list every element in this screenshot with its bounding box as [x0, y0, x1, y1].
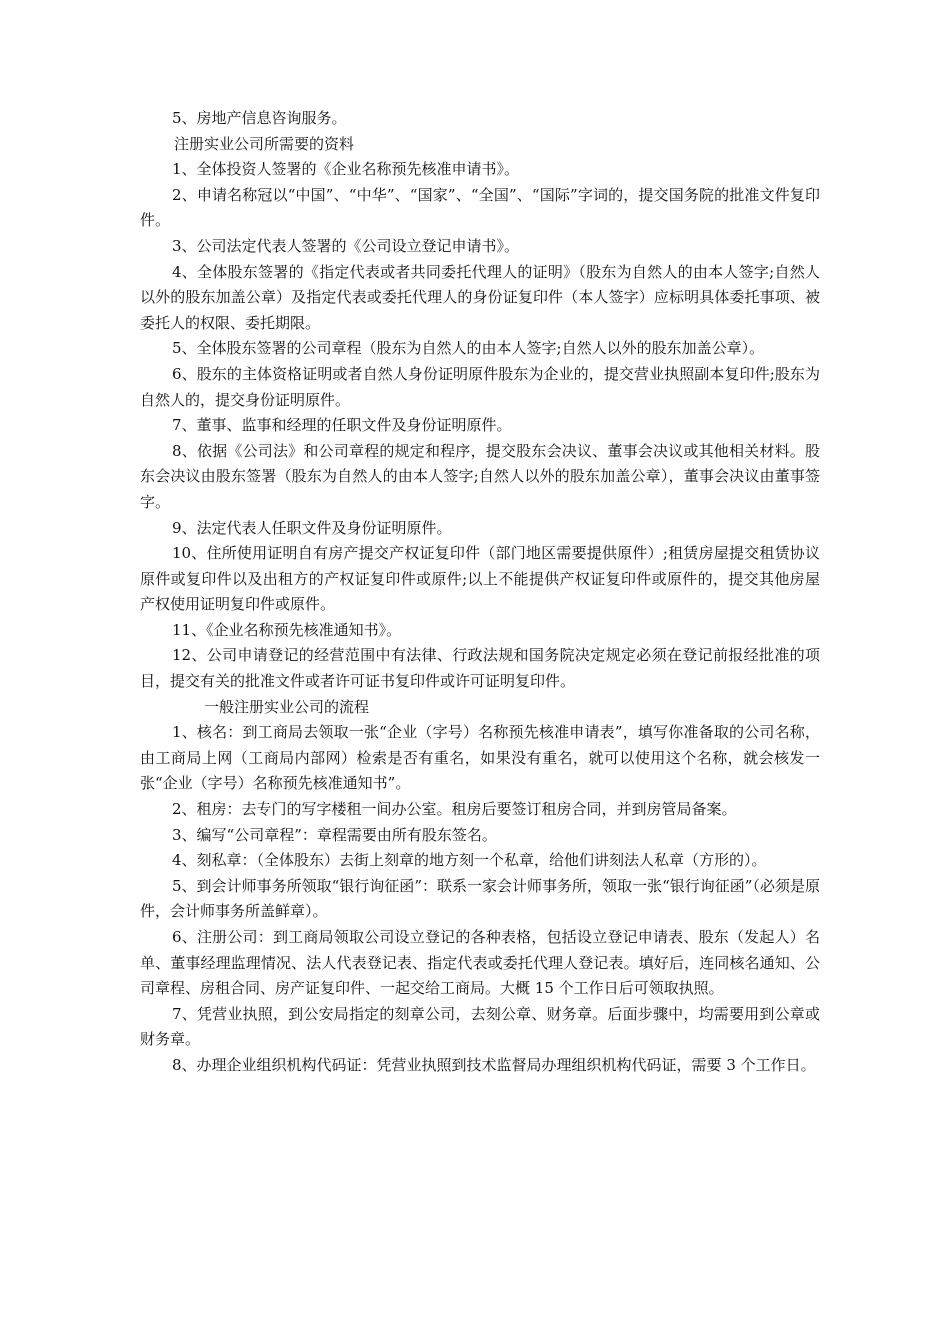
materials-item-9: 9、法定代表人任职文件及身份证明原件。: [172, 518, 452, 537]
materials-item-10: 10、住所使用证明自有房产提交产权证复印件（部门地区需要提供原件）;租赁房屋提交租赁协议原件或复印件以及出租方的产权证复印件或原件;以上不能提供产权证复印件或原件的，提交其他房屋产权使用证明复印件或原件。: [140, 544, 820, 614]
materials-item-8: 8、依据《公司法》和公司章程的规定和程序，提交股东会决议、董事会决议或其他相关材料。股东会决议由股东签署（股东为自然人的由本人签字;自然人以外的股东加盖公章），董事会决议由董事签字。: [140, 441, 820, 511]
process-step-1: 1、核名：到工商局去领取一张“企业（字号）名称预先核准申请表”，填写你准备取的公司名称，由工商局上网（工商局内部网）检索是否有重名，如果没有重名，就可以使用这个名称，就会核发一张“企业（字号）名称预先核准通知书”。: [140, 723, 820, 793]
materials-item-3: 3、公司法定代表人签署的《公司设立登记申请书》。: [172, 236, 520, 255]
process-step-2: 2、租房：去专门的写字楼租一间办公室。租房后要签订租房合同，并到房管局备案。: [172, 800, 737, 819]
process-step-7: 7、凭营业执照，到公安局指定的刻章公司，去刻公章、财务章。后面步骤中，均需要用到公章或财务章。: [140, 1004, 820, 1049]
section-heading-process: 一般注册实业公司的流程: [204, 697, 370, 716]
materials-item-7: 7、董事、监事和经理的任职文件及身份证明原件。: [172, 416, 512, 435]
materials-item-1: 1、全体投资人签署的《企业名称预先核准申请书》。: [172, 160, 520, 179]
process-step-5: 5、到会计师事务所领取“银行询征函”：联系一家会计师事务所，领取一张“银行询征函”（必须是原件，会计师事务所盖鲜章）。: [140, 876, 820, 921]
materials-item-11: 11、《企业名称预先核准通知书》。: [172, 620, 402, 639]
materials-item-5: 5、全体股东签署的公司章程（股东为自然人的由本人签字;自然人以外的股东加盖公章）。: [172, 339, 765, 358]
materials-item-6: 6、股东的主体资格证明或者自然人身份证明原件股东为企业的，提交营业执照副本复印件;股东为自然人的，提交身份证明原件。: [140, 364, 820, 409]
materials-item-4: 4、全体股东签署的《指定代表或者共同委托代理人的证明》（股东为自然人的由本人签字;自然人以外的股东加盖公章）及指定代表或委托代理人的身份证复印件（本人签字）应标明具体委托事项、被委托人的权限、委托期限。: [140, 262, 820, 332]
process-step-4: 4、刻私章：（全体股东）去街上刻章的地方刻一个私章，给他们讲刻法人私章（方形的）。: [172, 851, 767, 870]
materials-item-12: 12、公司申请登记的经营范围中有法律、行政法规和国务院决定规定必须在登记前报经批准的项目，提交有关的批准文件或者许可证书复印件或许可证明复印件。: [140, 646, 820, 691]
materials-item-2: 2、申请名称冠以“中国”、“中华”、“国家”、“全国”、“国际”字词的，提交国务院的批准文件复印件。: [140, 185, 820, 230]
document-body: [140, 106, 820, 1079]
paragraph-service-item-5: 5、房地产信息咨询服务。: [172, 109, 347, 127]
process-step-3: 3、编写“公司章程”：章程需要由所有股东签名。: [172, 825, 497, 844]
process-step-6: 6、注册公司：到工商局领取公司设立登记的各种表格，包括设立登记申请表、股东（发起人）名单、董事经理监理情况、法人代表登记表、指定代表或委托代理人登记表。填好后，连同核名通知、公司章程、房租合同、房产证复印件、一起交给工商局。大概 15 个工作日后可领取执照。: [140, 928, 820, 998]
section-heading-materials: 注册实业公司所需要的资料: [174, 134, 355, 153]
process-step-8: 8、办理企业组织机构代码证：凭营业执照到技术监督局办理组织机构代码证，需要 3 个工作日。: [172, 1055, 816, 1074]
